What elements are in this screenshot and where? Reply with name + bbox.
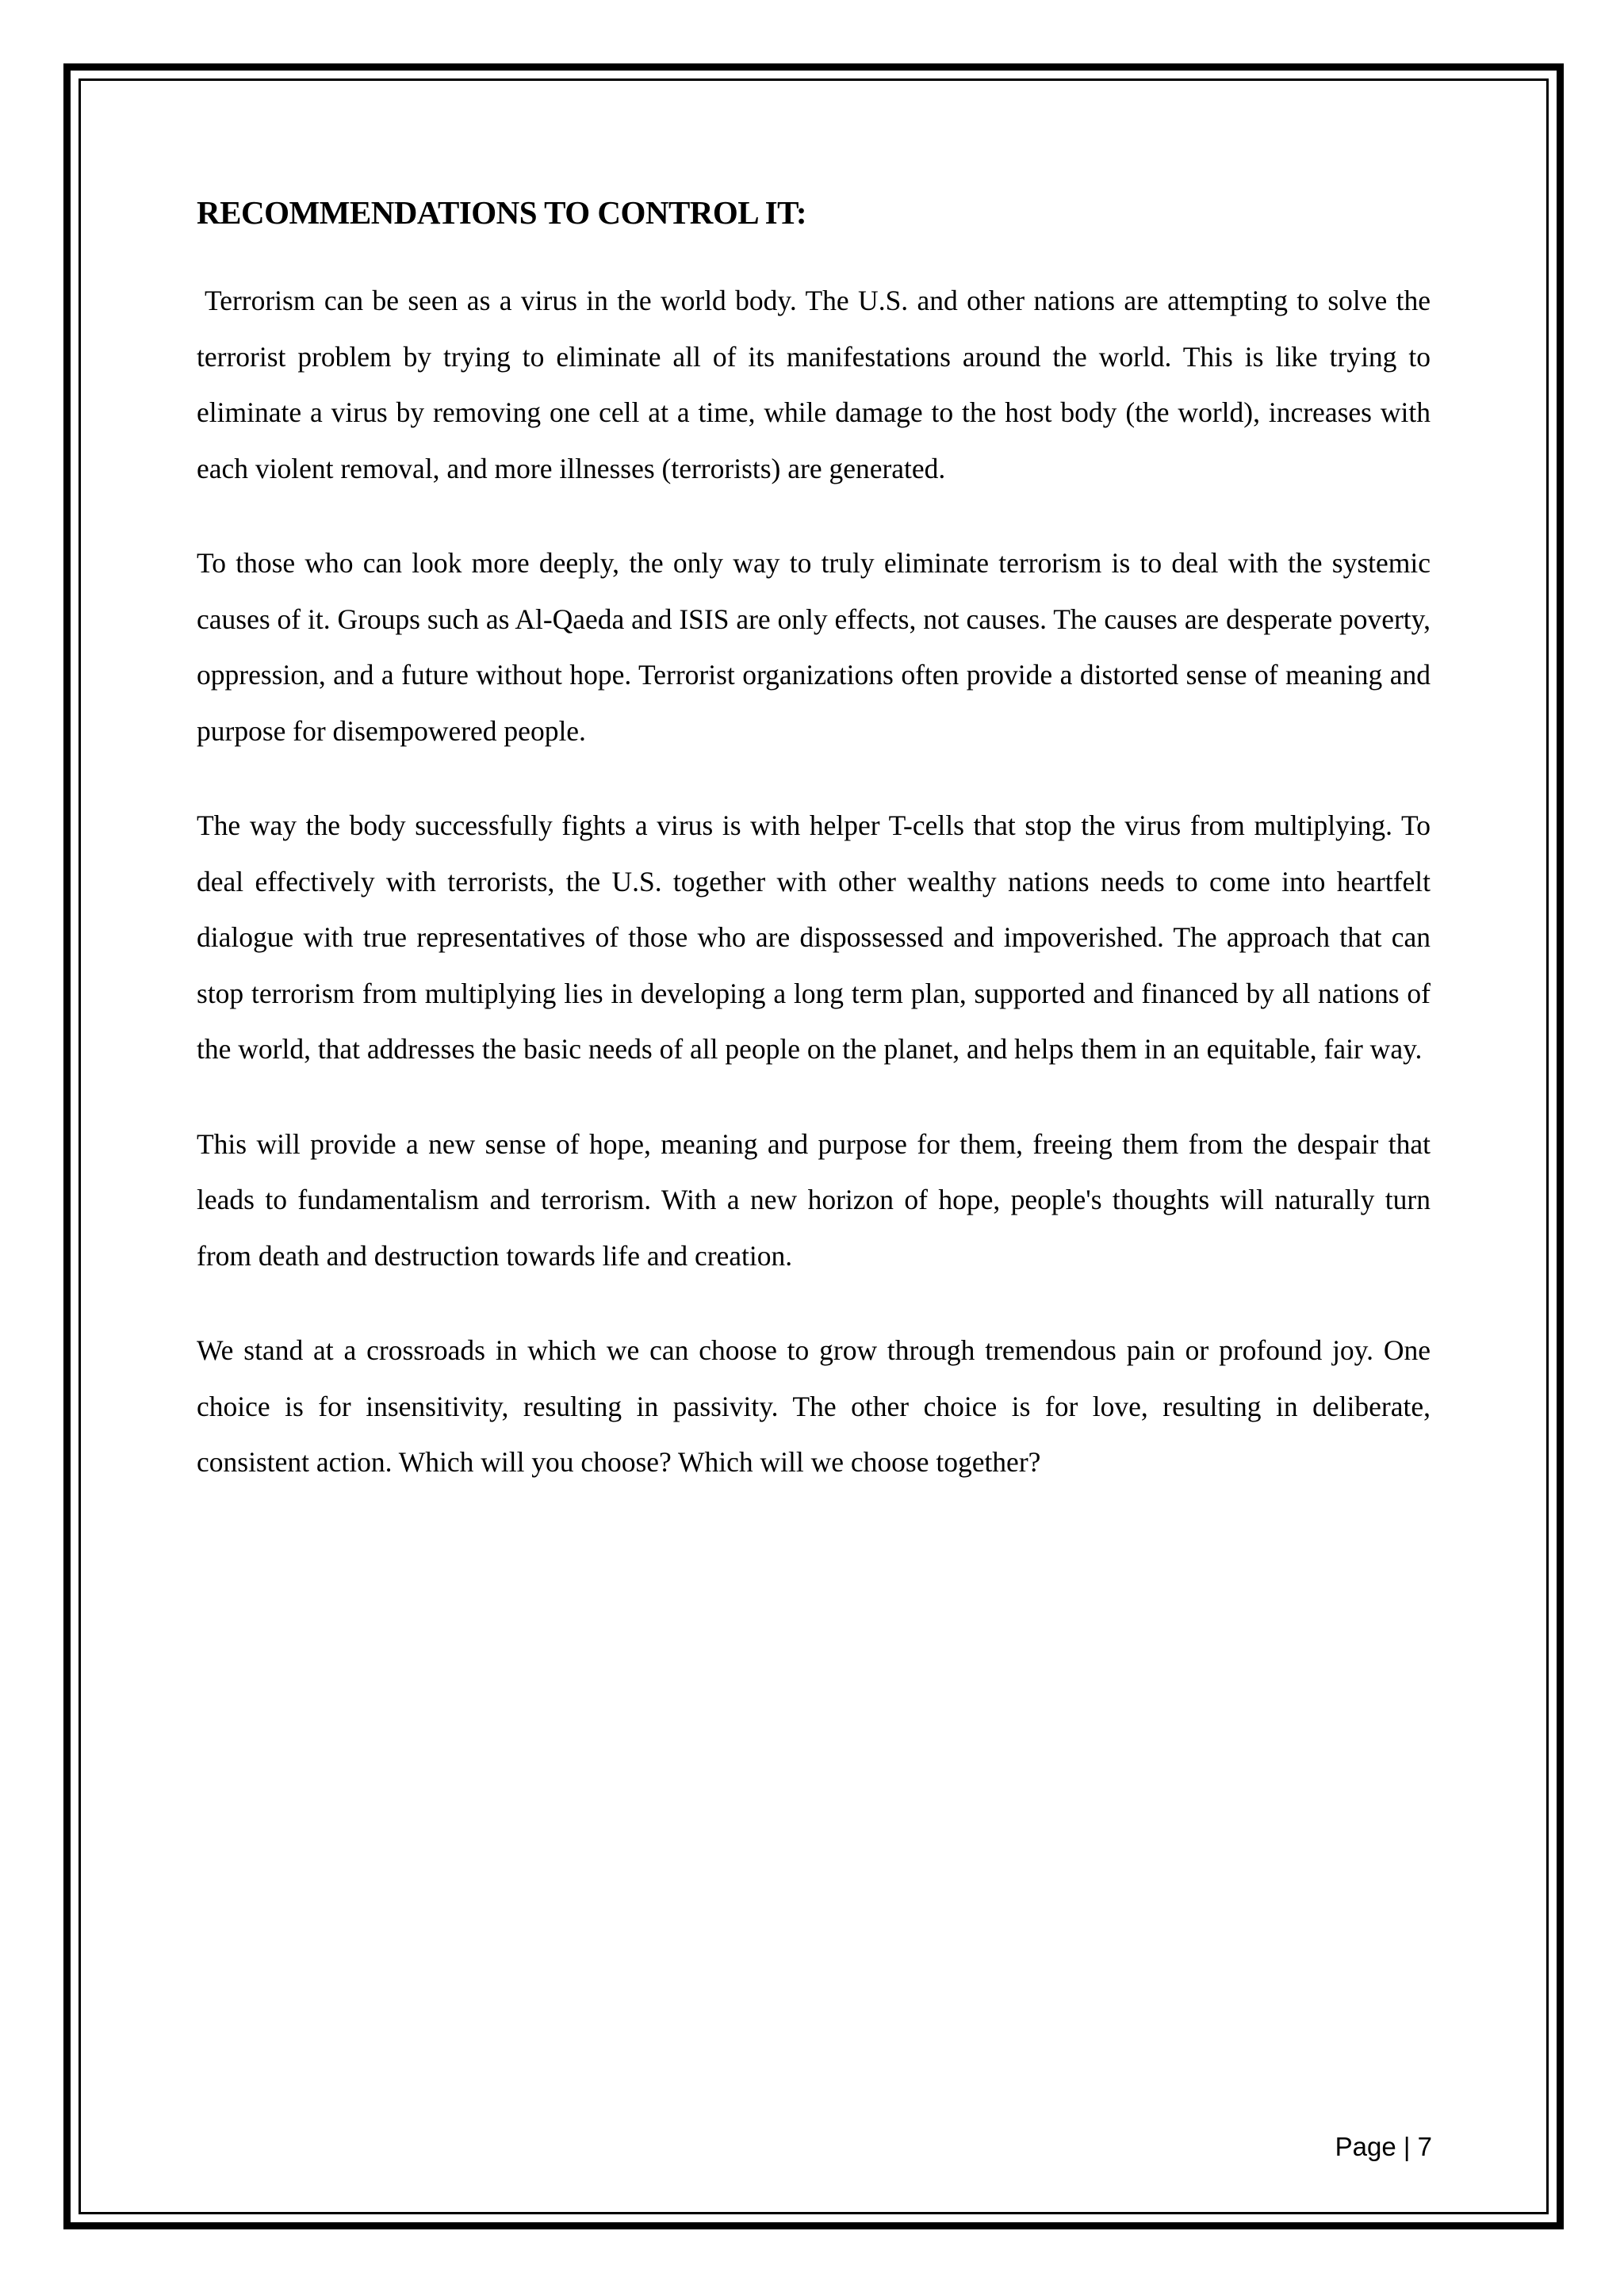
paragraph-4: This will provide a new sense of hope, meaning and purpose for them, freeing them from the despair that leads to fundamentalism and terrorism. With a new horizon of hope, people's thoughts will naturally turn from death and destruction towards life and creation.	[197, 1127, 1431, 1272]
paragraph-5: We stand at a crossroads in which we can choose to grow through tremendous pain or profound joy. One choice is for insensitivity, resulting in passivity. The other choice is for love, resulting in deliberate, consistent action. Which will you choose? Which will we choose together?	[197, 1334, 1431, 1478]
paragraph-3: The way the body successfully fights a virus is with helper T-cells that stop the virus from multiplying. To deal effectively with terrorists, the U.S. together with other wealthy nations needs to come into heartfelt dialogue with true representatives of those who are dispossessed and impoverished. The approach that can stop terrorism from multiplying lies in developing a long term plan, supported and financed by all nations of the world, that addresses the basic needs of all people on the planet, and helps them in an equitable, fair way.	[197, 809, 1431, 1065]
page-content	[197, 189, 1431, 1529]
page-number: Page | 7	[1335, 2132, 1432, 2161]
paragraph-1: Terrorism can be seen as a virus in the world body. The U.S. and other nations are attempting to solve the terrorist problem by trying to eliminate all of its manifestations around the world. This is like trying to eliminate a virus by removing one cell at a time, while damage to the host body (the world), increases with each violent removal, and more illnesses (terrorists) are generated.	[197, 285, 1431, 484]
paragraph-2: To those who can look more deeply, the only way to truly eliminate terrorism is to deal with the systemic causes of it. Groups such as Al-Qaeda and ISIS are only effects, not causes. The causes are desperate poverty, oppression, and a future without hope. Terrorist organizations often provide a distorted sense of meaning and purpose for disempowered people.	[197, 547, 1431, 747]
section-heading: RECOMMENDATIONS TO CONTROL IT:	[197, 194, 807, 231]
